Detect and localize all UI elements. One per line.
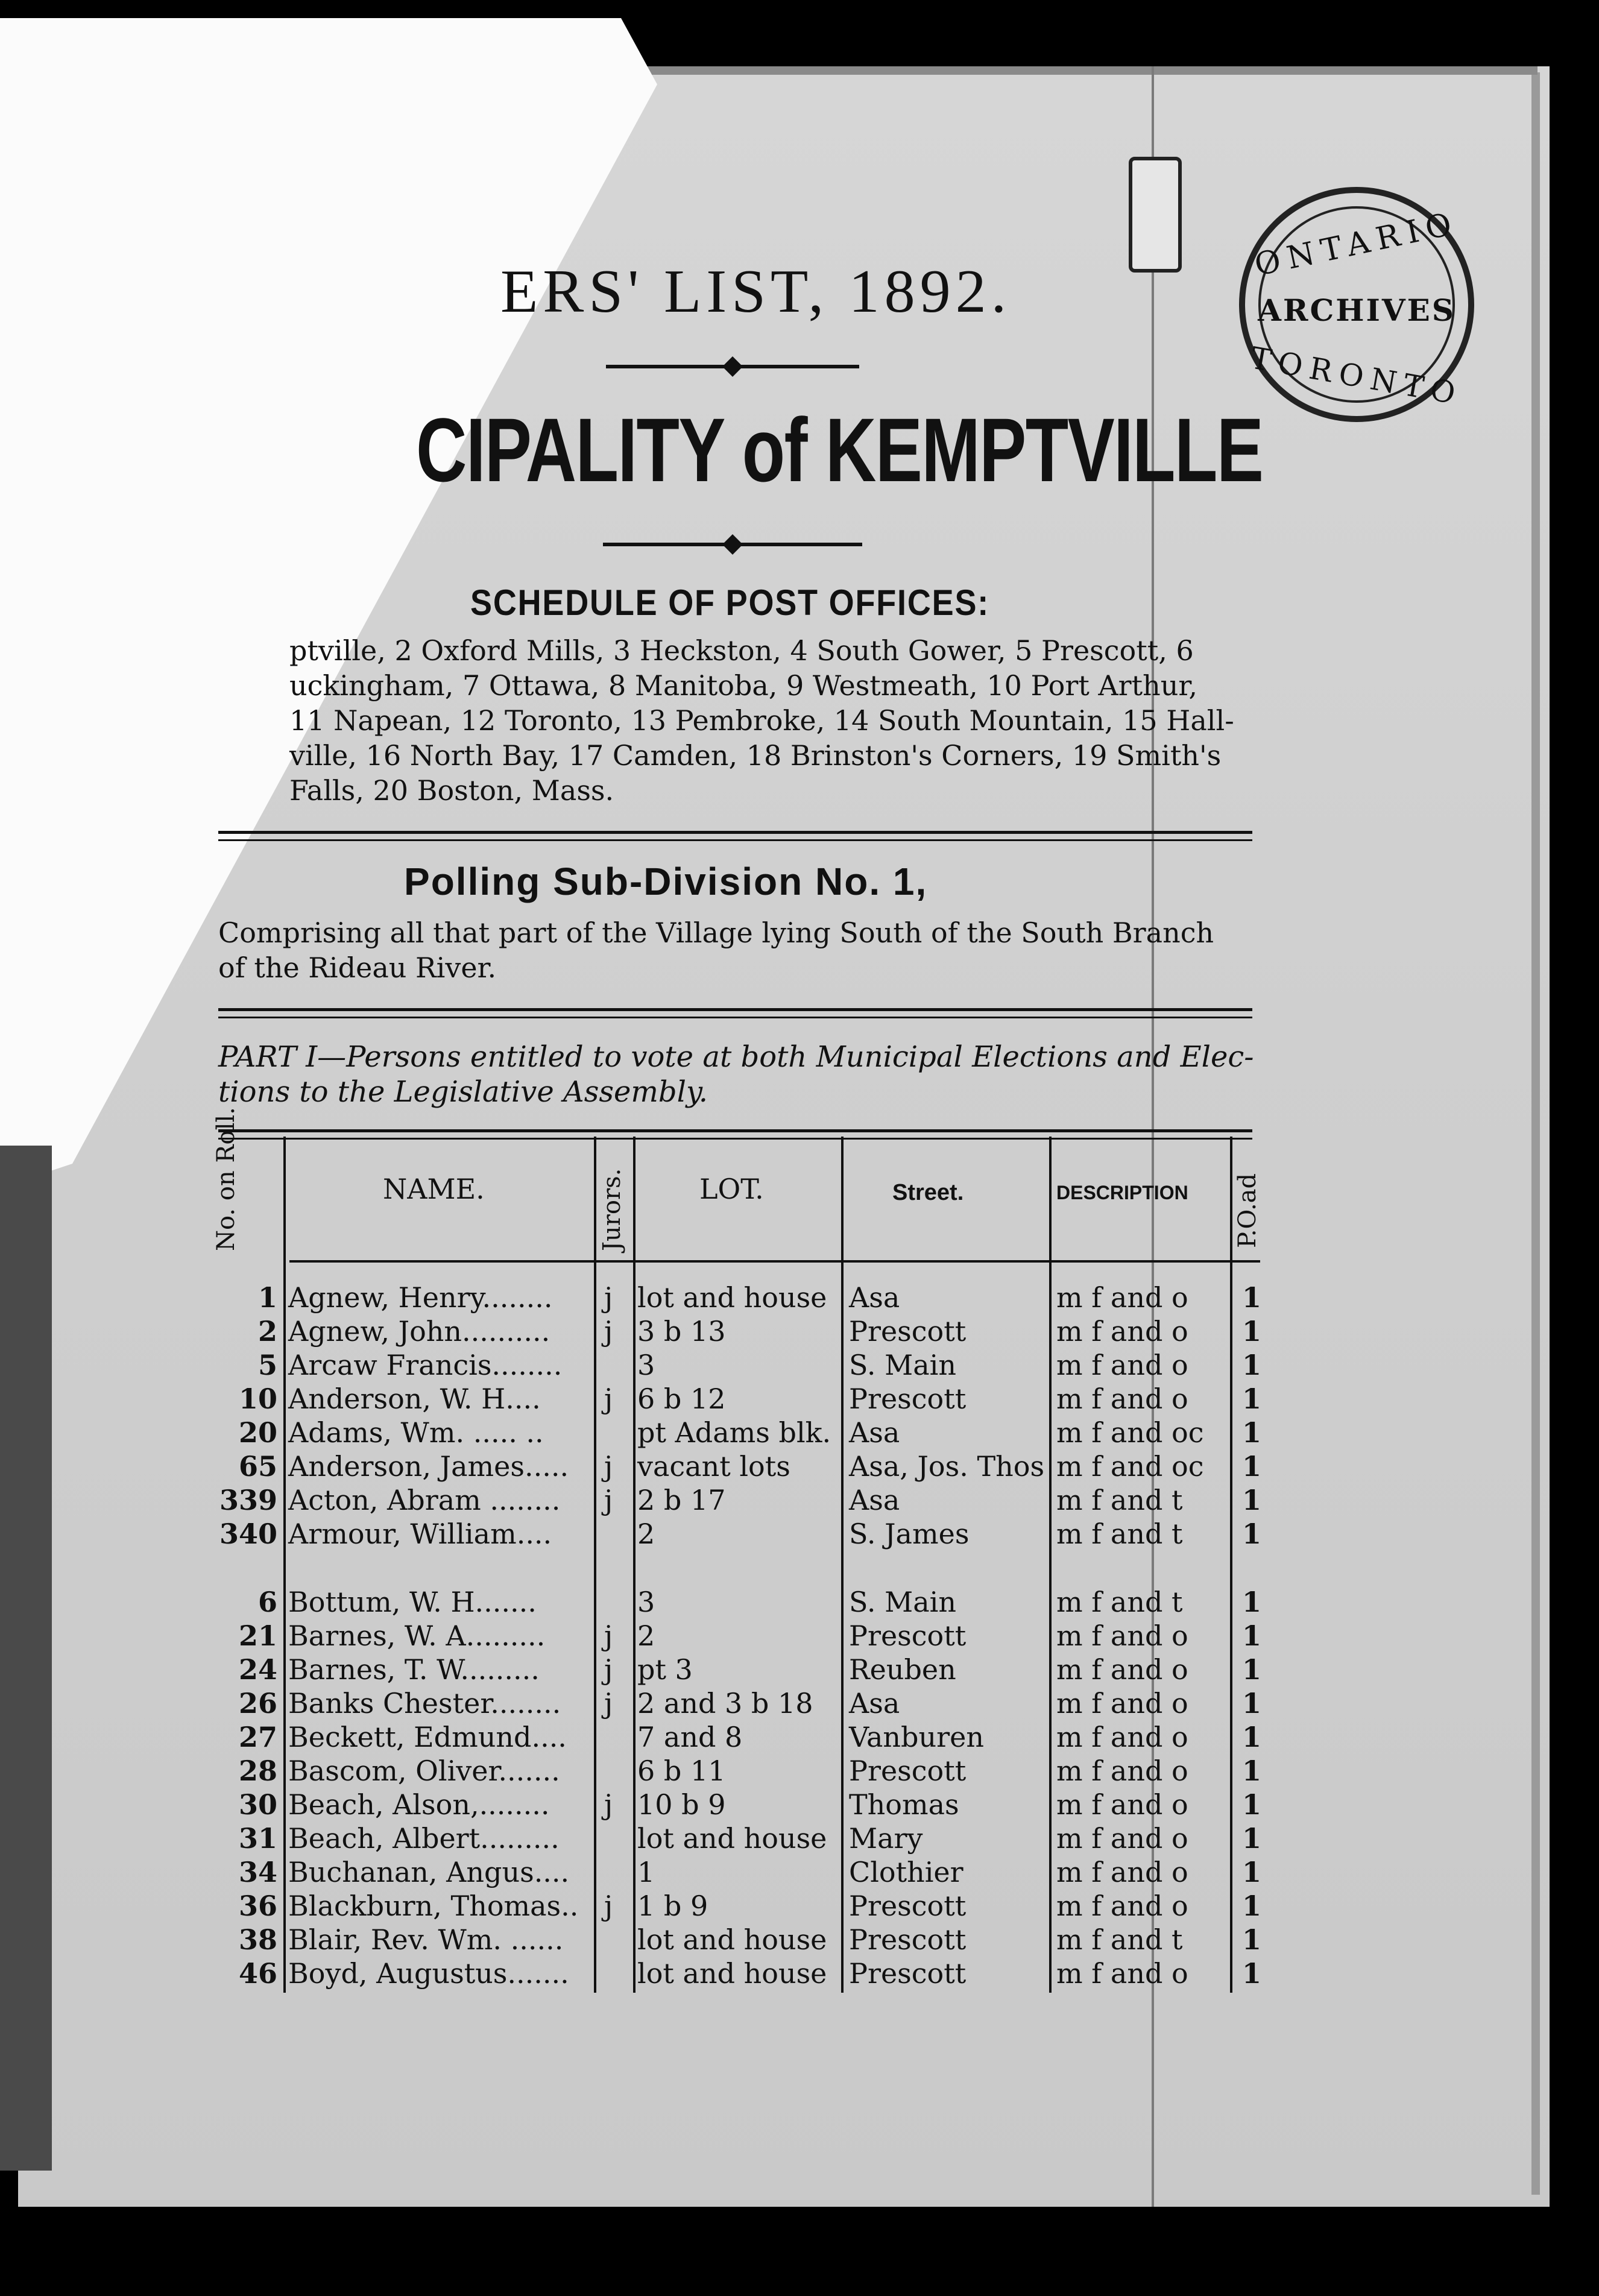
voter-name: Blackburn, Thomas.. [288, 1890, 579, 1922]
description-value: m f and o [1056, 1620, 1188, 1652]
post-office-value: 1 [1242, 1349, 1262, 1381]
description-value: m f and t [1056, 1518, 1183, 1550]
roll-number: 34 [238, 1856, 277, 1888]
table-row [205, 1315, 1260, 1349]
voters-table [205, 1107, 1262, 1999]
street-value: Prescott [849, 1890, 967, 1922]
voter-name: Buchanan, Angus.... [288, 1856, 570, 1888]
description-value: m f and t [1056, 1484, 1183, 1516]
roll-number: 28 [238, 1755, 277, 1787]
street-value: Prescott [849, 1315, 967, 1348]
voter-name: Armour, William.... [288, 1518, 552, 1550]
lot-value: 2 and 3 b 18 [637, 1687, 813, 1720]
post-office-value: 1 [1242, 1586, 1262, 1618]
ornament-divider [606, 365, 859, 368]
description-value: m f and o [1056, 1856, 1188, 1888]
header-street: Street. [892, 1180, 964, 1205]
page-edge [1531, 72, 1540, 2195]
page-top-shadow [621, 66, 1538, 75]
schedule-line: 11 Napean, 12 Toronto, 13 Pembroke, 14 South Mountain, 15 Hall- [289, 704, 1234, 737]
street-value: Prescott [849, 1383, 967, 1415]
juror-mark: j [604, 1890, 613, 1922]
roll-number: 26 [238, 1687, 277, 1720]
voter-name: Blair, Rev. Wm. ...... [288, 1923, 564, 1956]
table-top-rule [218, 1129, 1252, 1132]
juror-mark: j [604, 1653, 613, 1686]
archives-stamp [1239, 187, 1474, 422]
description-value: m f and o [1056, 1383, 1188, 1415]
schedule-line: ptville, 2 Oxford Mills, 3 Heckston, 4 South Gower, 5 Prescott, 6 [289, 634, 1194, 667]
header-jurors: Jurors. [598, 1168, 626, 1251]
description-value: m f and t [1056, 1586, 1183, 1618]
street-value: Mary [849, 1822, 923, 1855]
lot-value: 2 [637, 1620, 655, 1652]
lot-value: pt Adams blk. [637, 1416, 831, 1449]
post-office-value: 1 [1242, 1923, 1262, 1956]
street-value: S. James [849, 1518, 970, 1550]
description-value: m f and o [1056, 1890, 1188, 1922]
part-heading: PART I—Persons entitled to vote at both Municipal Elections and Elec- [218, 1040, 1254, 1074]
roll-number: 27 [238, 1721, 277, 1753]
description-value: m f and oc [1056, 1416, 1204, 1449]
lot-value: 1 b 9 [637, 1890, 708, 1922]
post-office-value: 1 [1242, 1484, 1262, 1516]
voter-name: Agnew, Henry........ [288, 1281, 553, 1314]
lot-value: 7 and 8 [637, 1721, 743, 1753]
lot-value: 1 [637, 1856, 655, 1888]
juror-mark: j [604, 1281, 613, 1314]
stamp-text-bottom: TORONTO [1248, 340, 1465, 412]
table-row [205, 1450, 1260, 1484]
street-value: Reuben [849, 1653, 956, 1686]
lot-value: 2 [637, 1518, 655, 1550]
lot-value: vacant lots [637, 1450, 790, 1483]
post-office-value: 1 [1242, 1856, 1262, 1888]
table-row [205, 1822, 1260, 1856]
post-office-value: 1 [1242, 1450, 1262, 1483]
lot-value: 10 b 9 [637, 1788, 726, 1821]
roll-number: 6 [257, 1586, 277, 1618]
voter-name: Beach, Alson,........ [288, 1788, 550, 1821]
voter-name: Bascom, Oliver....... [288, 1755, 560, 1787]
roll-number: 20 [238, 1416, 277, 1449]
street-value: Prescott [849, 1620, 967, 1652]
post-office-value: 1 [1242, 1788, 1262, 1821]
schedule-line: Falls, 20 Boston, Mass. [289, 774, 614, 807]
table-row [205, 1721, 1260, 1755]
description-value: m f and o [1056, 1822, 1188, 1855]
juror-mark: j [604, 1450, 613, 1483]
table-row [205, 1856, 1260, 1890]
schedule-line: uckingham, 7 Ottawa, 8 Manitoba, 9 Westmeath, 10 Port Arthur, [289, 669, 1197, 702]
post-office-value: 1 [1242, 1315, 1262, 1348]
lot-value: 3 [637, 1586, 655, 1618]
street-value: Asa [849, 1687, 900, 1720]
header-lot: LOT. [699, 1173, 764, 1205]
roll-number: 65 [238, 1450, 277, 1483]
post-office-value: 1 [1242, 1416, 1262, 1449]
lot-value: 6 b 12 [637, 1383, 726, 1415]
table-row [205, 1484, 1260, 1518]
table-row [205, 1687, 1260, 1721]
description-value: m f and o [1056, 1653, 1188, 1686]
municipality-title: CIPALITY of KEMPTVILLE [416, 399, 1263, 500]
roll-number: 24 [238, 1653, 277, 1686]
description-value: m f and o [1056, 1349, 1188, 1381]
post-office-value: 1 [1242, 1281, 1262, 1314]
description-value: m f and o [1056, 1281, 1188, 1314]
post-office-value: 1 [1242, 1518, 1262, 1550]
street-value: Asa, Jos. Thos [849, 1450, 1045, 1483]
post-office-value: 1 [1242, 1383, 1262, 1415]
header-no-on-roll: No. on Roll. [212, 1107, 240, 1251]
roll-number: 1 [257, 1281, 277, 1314]
roll-number: 2 [257, 1315, 277, 1348]
double-rule [218, 1008, 1252, 1011]
roll-number: 46 [238, 1957, 277, 1990]
table-row [205, 1281, 1260, 1315]
stamp-text-middle: ARCHIVES [1258, 292, 1456, 328]
voter-name: Arcaw Francis........ [288, 1349, 563, 1381]
juror-mark: j [604, 1687, 613, 1720]
double-rule [218, 1017, 1252, 1018]
table-row [205, 1788, 1260, 1822]
street-value: S. Main [849, 1586, 956, 1618]
roll-number: 38 [238, 1923, 277, 1956]
header-po-address: P.O.ad [1234, 1173, 1261, 1248]
post-office-value: 1 [1242, 1957, 1262, 1990]
comprising-line: of the Rideau River. [218, 951, 497, 984]
table-row [205, 1957, 1260, 1991]
roll-number: 31 [238, 1822, 277, 1855]
post-office-value: 1 [1242, 1653, 1262, 1686]
double-rule [218, 831, 1252, 834]
header-name: NAME. [383, 1173, 485, 1205]
street-value: S. Main [849, 1349, 956, 1381]
voter-name: Bottum, W. H....... [288, 1586, 537, 1618]
paper-clip [1129, 157, 1182, 273]
schedule-line: ville, 16 North Bay, 17 Camden, 18 Brinston's Corners, 19 Smith's [289, 739, 1222, 772]
voter-name: Barnes, W. A......... [288, 1620, 546, 1652]
juror-mark: j [604, 1315, 613, 1348]
table-row [205, 1349, 1260, 1383]
lot-value: pt 3 [637, 1653, 693, 1686]
table-row [205, 1586, 1260, 1620]
voter-name: Adams, Wm. ..... .. [288, 1416, 544, 1449]
description-value: m f and t [1056, 1923, 1183, 1956]
juror-mark: j [604, 1788, 613, 1821]
lot-value: lot and house [637, 1822, 827, 1855]
post-office-value: 1 [1242, 1687, 1262, 1720]
voter-name: Acton, Abram ........ [288, 1484, 561, 1516]
juror-mark: j [604, 1383, 613, 1415]
description-value: m f and o [1056, 1788, 1188, 1821]
street-value: Thomas [849, 1788, 959, 1821]
stamp-text-top: ONTARIO [1251, 204, 1462, 284]
polling-heading: Polling Sub-Division No. 1, [404, 860, 928, 903]
description-value: m f and o [1056, 1721, 1188, 1753]
voter-name: Beach, Albert......... [288, 1822, 560, 1855]
voter-name: Barnes, T. W......... [288, 1653, 540, 1686]
street-value: Vanburen [849, 1721, 984, 1753]
juror-mark: j [604, 1620, 613, 1652]
voter-name: Boyd, Augustus....... [288, 1957, 569, 1990]
header-description: DESCRIPTION [1056, 1182, 1188, 1203]
table-row [205, 1653, 1260, 1687]
description-value: m f and oc [1056, 1450, 1204, 1483]
voter-name: Banks Chester........ [288, 1687, 561, 1720]
street-value: Clothier [849, 1856, 964, 1888]
street-value: Prescott [849, 1923, 967, 1956]
lot-value: 6 b 11 [637, 1755, 726, 1787]
street-value: Prescott [849, 1957, 967, 1990]
part-heading: tions to the Legislative Assembly. [218, 1075, 708, 1109]
lot-value: lot and house [637, 1923, 827, 1956]
lot-value: lot and house [637, 1957, 827, 1990]
table-row [205, 1416, 1260, 1450]
lot-value: 2 b 17 [637, 1484, 726, 1516]
voter-name: Beckett, Edmund.... [288, 1721, 567, 1753]
post-office-value: 1 [1242, 1822, 1262, 1855]
voter-name: Agnew, John.......... [288, 1315, 550, 1348]
street-value: Asa [849, 1281, 900, 1314]
post-office-value: 1 [1242, 1721, 1262, 1753]
post-office-value: 1 [1242, 1890, 1262, 1922]
comprising-line: Comprising all that part of the Village lying South of the South Branch [218, 916, 1214, 949]
roll-number: 5 [257, 1349, 277, 1381]
roll-number: 30 [238, 1788, 277, 1821]
juror-mark: j [604, 1484, 613, 1516]
post-office-value: 1 [1242, 1620, 1262, 1652]
description-value: m f and o [1056, 1687, 1188, 1720]
binding-strip [0, 1146, 52, 2171]
lot-value: 3 [637, 1349, 655, 1381]
roll-number: 36 [238, 1890, 277, 1922]
table-row [205, 1383, 1260, 1416]
voter-name: Anderson, James..... [288, 1450, 569, 1483]
page-title: ERS' LIST, 1892. [500, 257, 1012, 326]
description-value: m f and o [1056, 1957, 1188, 1990]
street-value: Asa [849, 1416, 900, 1449]
table-row [205, 1620, 1260, 1653]
schedule-heading: SCHEDULE OF POST OFFICES: [470, 582, 990, 623]
voter-name: Anderson, W. H.... [288, 1383, 541, 1415]
header-underline [289, 1260, 1260, 1263]
post-office-value: 1 [1242, 1755, 1262, 1787]
table-row [205, 1923, 1260, 1957]
lot-value: lot and house [637, 1281, 827, 1314]
lot-value: 3 b 13 [637, 1315, 726, 1348]
table-row [205, 1755, 1260, 1788]
roll-number: 10 [238, 1383, 277, 1415]
description-value: m f and o [1056, 1755, 1188, 1787]
double-rule [218, 839, 1252, 841]
ornament-divider [603, 543, 862, 546]
description-value: m f and o [1056, 1315, 1188, 1348]
roll-number: 339 [219, 1484, 277, 1516]
table-row [205, 1518, 1260, 1551]
street-value: Asa [849, 1484, 900, 1516]
roll-number: 21 [238, 1620, 277, 1652]
table-row [205, 1890, 1260, 1923]
roll-number: 340 [219, 1518, 277, 1550]
street-value: Prescott [849, 1755, 967, 1787]
